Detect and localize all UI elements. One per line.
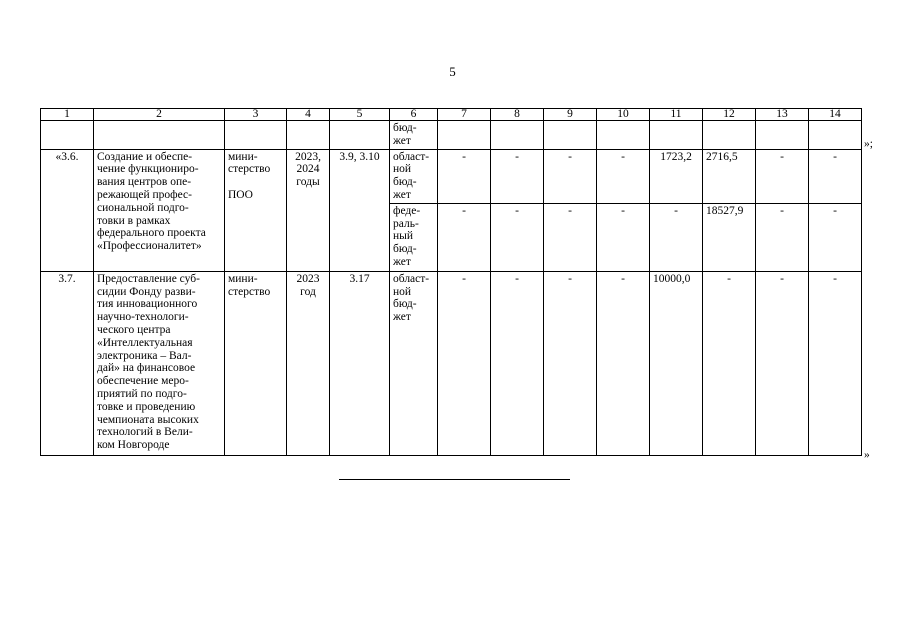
value-cell: - bbox=[544, 203, 597, 271]
column-header: 12 bbox=[703, 109, 756, 121]
value-cell: - bbox=[597, 271, 650, 455]
measure-name: Предоставление суб- сидии Фонду разви- тия инновационного научно-технологи- ческого центра «Интеллектуальная электроника – Вал- дай» на финансовое обеспечение меро- приятий по подго- товке и проведению чемпионата высоких технологий в Вели- ком Новгороде bbox=[94, 271, 225, 455]
funding-source-cell: бюд- жет bbox=[390, 121, 438, 150]
row-number: «3.6. bbox=[41, 149, 94, 271]
column-header: 11 bbox=[650, 109, 703, 121]
value-cell: - bbox=[703, 271, 756, 455]
value-cell: - bbox=[491, 149, 544, 203]
funding-source-cell: област- ной бюд- жет bbox=[390, 149, 438, 203]
column-header: 5 bbox=[330, 109, 390, 121]
column-header: 14 bbox=[809, 109, 862, 121]
value-cell: - bbox=[650, 203, 703, 271]
value-cell: 1723,2 bbox=[650, 149, 703, 203]
column-header: 7 bbox=[438, 109, 491, 121]
value-cell: 2716,5 bbox=[703, 149, 756, 203]
value-cell: - bbox=[544, 149, 597, 203]
column-header: 3 bbox=[225, 109, 287, 121]
value-cell: - bbox=[438, 203, 491, 271]
value-cell: - bbox=[491, 271, 544, 455]
column-header: 1 bbox=[41, 109, 94, 121]
column-header: 9 bbox=[544, 109, 597, 121]
years-cell: 2023 год bbox=[287, 271, 330, 455]
row-number: 3.7. bbox=[41, 271, 94, 455]
end-rule bbox=[339, 479, 570, 480]
value-cell: - bbox=[809, 149, 862, 203]
value-cell: - bbox=[597, 203, 650, 271]
closing-quote-semicolon: »; bbox=[864, 138, 873, 150]
value-cell: - bbox=[438, 271, 491, 455]
continuation-row bbox=[41, 121, 862, 150]
funding-source-cell: феде- раль- ный бюд- жет bbox=[390, 203, 438, 271]
value-cell: - bbox=[809, 271, 862, 455]
value-cell: 18527,9 bbox=[703, 203, 756, 271]
value-cell: - bbox=[756, 149, 809, 203]
column-header: 2 bbox=[94, 109, 225, 121]
links-cell: 3.17 bbox=[330, 271, 390, 455]
value-cell: - bbox=[544, 271, 597, 455]
column-header: 13 bbox=[756, 109, 809, 121]
years-cell: 2023, 2024 годы bbox=[287, 149, 330, 271]
value-cell: - bbox=[756, 203, 809, 271]
page-number: 5 bbox=[449, 64, 456, 79]
value-cell: - bbox=[597, 149, 650, 203]
executor-cell: мини- стерство ПОО bbox=[225, 149, 287, 271]
value-cell: - bbox=[491, 203, 544, 271]
column-header: 6 bbox=[390, 109, 438, 121]
column-header: 4 bbox=[287, 109, 330, 121]
column-header: 10 bbox=[597, 109, 650, 121]
measure-name: Создание и обеспе- чение функциониро- вания центров опе- режающей профес- сиональной подго- товки в рамках федерального проекта «Профессионалитет» bbox=[94, 149, 225, 271]
value-cell: 10000,0 bbox=[650, 271, 703, 455]
value-cell: - bbox=[809, 203, 862, 271]
value-cell: - bbox=[756, 271, 809, 455]
table-row bbox=[41, 271, 862, 455]
value-cell: - bbox=[438, 149, 491, 203]
table-row bbox=[41, 149, 862, 203]
links-cell: 3.9, 3.10 bbox=[330, 149, 390, 271]
column-header: 8 bbox=[491, 109, 544, 121]
executor-cell: мини- стерство bbox=[225, 271, 287, 455]
column-header-row bbox=[41, 109, 862, 121]
budget-table bbox=[40, 108, 862, 456]
closing-quote: » bbox=[864, 449, 870, 461]
funding-source-cell: област- ной бюд- жет bbox=[390, 271, 438, 455]
